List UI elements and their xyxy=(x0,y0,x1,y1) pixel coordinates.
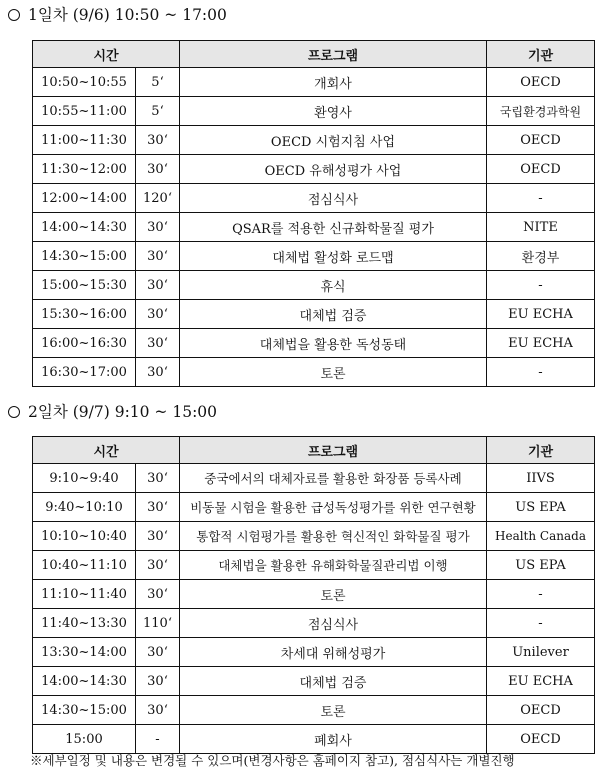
org-cell: Health Canada xyxy=(487,522,595,551)
org-cell: - xyxy=(487,358,595,387)
table-row xyxy=(33,638,595,667)
table-row xyxy=(33,329,595,358)
time-cell: 10:40~11:10 xyxy=(33,551,136,580)
org-cell: US EPA xyxy=(487,551,595,580)
program-cell: 점심식사 xyxy=(180,184,487,213)
time-cell: 11:10~11:40 xyxy=(33,580,136,609)
program-cell: 비동물 시험을 활용한 급성독성평가를 위한 연구현황 xyxy=(180,493,487,522)
org-cell: OECD xyxy=(487,725,595,754)
org-cell: EU ECHA xyxy=(487,667,595,696)
program-cell: 대체법을 활용한 유해화학물질관리법 이행 xyxy=(180,551,487,580)
table-row xyxy=(33,725,595,754)
duration-cell: 120‘ xyxy=(136,184,180,213)
org-cell: - xyxy=(487,580,595,609)
time-cell: 15:00~15:30 xyxy=(33,271,136,300)
header-time: 시간 xyxy=(33,41,180,68)
duration-cell: 30‘ xyxy=(136,155,180,184)
table-row xyxy=(33,493,595,522)
time-cell: 16:30~17:00 xyxy=(33,358,136,387)
time-cell: 10:10~10:40 xyxy=(33,522,136,551)
duration-cell: 30‘ xyxy=(136,126,180,155)
table-row xyxy=(33,213,595,242)
table-row xyxy=(33,271,595,300)
org-cell: OECD xyxy=(487,696,595,725)
program-cell: 개회사 xyxy=(180,68,487,97)
circle-bullet-icon xyxy=(8,9,20,21)
time-cell: 14:00~14:30 xyxy=(33,213,136,242)
org-cell: - xyxy=(487,609,595,638)
duration-cell: 5‘ xyxy=(136,68,180,97)
program-cell: 통합적 시험평가를 활용한 혁신적인 화학물질 평가 xyxy=(180,522,487,551)
program-cell: 토론 xyxy=(180,696,487,725)
day2-schedule-table xyxy=(32,436,595,754)
duration-cell: 30‘ xyxy=(136,638,180,667)
time-cell: 11:30~12:00 xyxy=(33,155,136,184)
program-cell: 휴식 xyxy=(180,271,487,300)
duration-cell: 30‘ xyxy=(136,522,180,551)
table-row xyxy=(33,522,595,551)
time-cell: 16:00~16:30 xyxy=(33,329,136,358)
table-row xyxy=(33,551,595,580)
table-row xyxy=(33,184,595,213)
time-cell: 9:40~10:10 xyxy=(33,493,136,522)
org-cell: EU ECHA xyxy=(487,300,595,329)
org-cell: - xyxy=(487,184,595,213)
duration-cell: 30‘ xyxy=(136,242,180,271)
duration-cell: 5‘ xyxy=(136,97,180,126)
table-row xyxy=(33,97,595,126)
time-cell: 13:30~14:00 xyxy=(33,638,136,667)
table-header-row xyxy=(33,437,595,464)
time-cell: 11:00~11:30 xyxy=(33,126,136,155)
header-program: 프로그램 xyxy=(180,41,487,68)
program-cell: 중국에서의 대체자료를 활용한 화장품 등록사례 xyxy=(180,464,487,493)
time-cell: 15:30~16:00 xyxy=(33,300,136,329)
org-cell: Unilever xyxy=(487,638,595,667)
duration-cell: 30‘ xyxy=(136,213,180,242)
program-cell: 토론 xyxy=(180,580,487,609)
table-row xyxy=(33,242,595,271)
table-row xyxy=(33,609,595,638)
program-cell: 대체법 활성화 로드맵 xyxy=(180,242,487,271)
org-cell: - xyxy=(487,271,595,300)
program-cell: 토론 xyxy=(180,358,487,387)
time-cell: 11:40~13:30 xyxy=(33,609,136,638)
table-row xyxy=(33,667,595,696)
time-cell: 10:50~10:55 xyxy=(33,68,136,97)
org-cell: OECD xyxy=(487,155,595,184)
time-cell: 14:30~15:00 xyxy=(33,242,136,271)
header-program: 프로그램 xyxy=(180,437,487,464)
table-row xyxy=(33,300,595,329)
program-cell: OECD 유해성평가 사업 xyxy=(180,155,487,184)
time-cell: 9:10~9:40 xyxy=(33,464,136,493)
header-org: 기관 xyxy=(487,41,595,68)
table-row xyxy=(33,68,595,97)
org-cell: EU ECHA xyxy=(487,329,595,358)
org-cell: 국립환경과학원 xyxy=(487,97,595,126)
org-cell: OECD xyxy=(487,68,595,97)
table-row xyxy=(33,358,595,387)
day2-title xyxy=(8,401,217,423)
table-row xyxy=(33,580,595,609)
duration-cell: 30‘ xyxy=(136,358,180,387)
table-row xyxy=(33,126,595,155)
day1-title xyxy=(8,4,227,26)
org-cell: IIVS xyxy=(487,464,595,493)
header-org: 기관 xyxy=(487,437,595,464)
day1-title-text: 1일차 (9/6) 10:50 ~ 17:00 xyxy=(28,6,227,24)
program-cell: QSAR를 적용한 신규화학물질 평가 xyxy=(180,213,487,242)
footnote: ※세부일정 및 내용은 변경될 수 있으며(변경사항은 홈페이지 참고), 점심식사는 개별진행 xyxy=(30,753,515,768)
duration-cell: 110‘ xyxy=(136,609,180,638)
duration-cell: 30‘ xyxy=(136,551,180,580)
duration-cell: 30‘ xyxy=(136,271,180,300)
duration-cell: 30‘ xyxy=(136,464,180,493)
day2-title-text: 2일차 (9/7) 9:10 ~ 15:00 xyxy=(28,403,218,421)
program-cell: 대체법을 활용한 독성동태 xyxy=(180,329,487,358)
time-cell: 14:00~14:30 xyxy=(33,667,136,696)
time-cell: 12:00~14:00 xyxy=(33,184,136,213)
duration-cell: 30‘ xyxy=(136,493,180,522)
duration-cell: 30‘ xyxy=(136,580,180,609)
duration-cell: 30‘ xyxy=(136,696,180,725)
program-cell: 대체법 검증 xyxy=(180,300,487,329)
program-cell: 환영사 xyxy=(180,97,487,126)
table-row xyxy=(33,155,595,184)
duration-cell: - xyxy=(136,725,180,754)
duration-cell: 30‘ xyxy=(136,329,180,358)
header-time: 시간 xyxy=(33,437,180,464)
duration-cell: 30‘ xyxy=(136,300,180,329)
program-cell: 차세대 위해성평가 xyxy=(180,638,487,667)
org-cell: 환경부 xyxy=(487,242,595,271)
time-cell: 10:55~11:00 xyxy=(33,97,136,126)
program-cell: 대체법 검증 xyxy=(180,667,487,696)
table-header-row xyxy=(33,41,595,68)
time-cell: 15:00 xyxy=(33,725,136,754)
org-cell: OECD xyxy=(487,126,595,155)
program-cell: OECD 시험지침 사업 xyxy=(180,126,487,155)
org-cell: US EPA xyxy=(487,493,595,522)
org-cell: NITE xyxy=(487,213,595,242)
time-cell: 14:30~15:00 xyxy=(33,696,136,725)
day1-schedule-table xyxy=(32,40,595,387)
table-row xyxy=(33,696,595,725)
duration-cell: 30‘ xyxy=(136,667,180,696)
program-cell: 점심식사 xyxy=(180,609,487,638)
table-row xyxy=(33,464,595,493)
program-cell: 폐회사 xyxy=(180,725,487,754)
circle-bullet-icon xyxy=(8,406,20,418)
